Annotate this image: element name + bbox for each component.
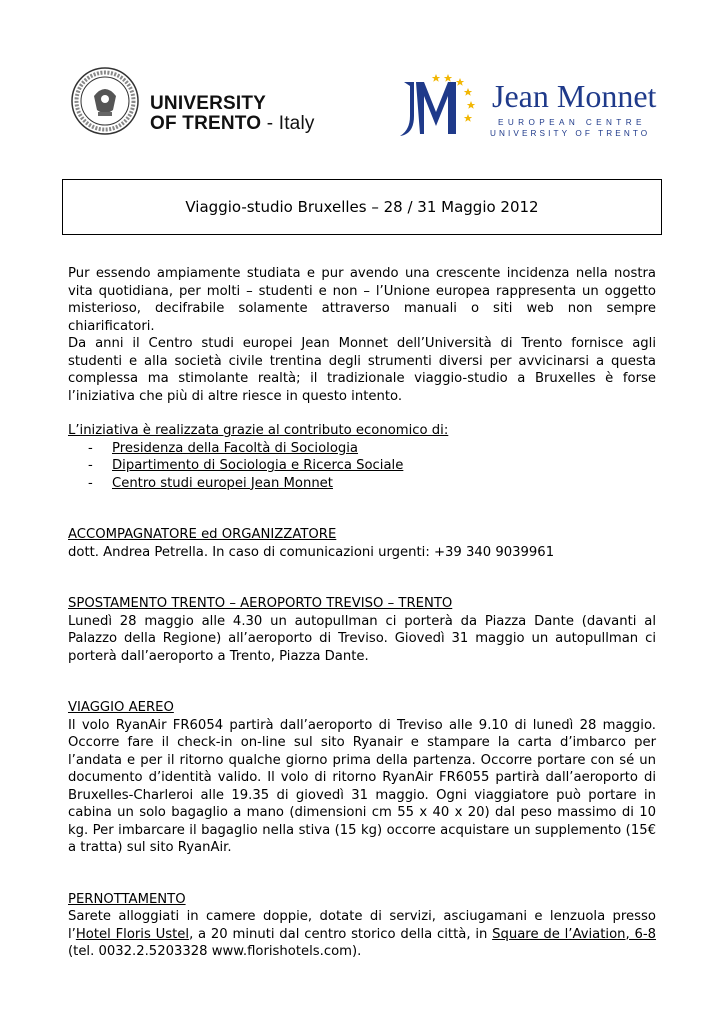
sponsors-heading: L’iniziativa è realizzata grazie al contributo economico di:: [68, 423, 449, 438]
bullet-dash: -: [88, 440, 93, 456]
sponsor-item: Dipartimento di Sociologia e Ricerca Sociale: [112, 458, 404, 473]
lodging-text-c: (tel. 0032.2.5203328 www.florishotels.com).: [68, 944, 362, 959]
title-box: [62, 179, 662, 235]
hotel-address: Square de l’Aviation, 6-8: [492, 926, 657, 942]
transfer-heading: SPOSTAMENTO TRENTO – AEROPORTO TREVISO – TRENTO: [68, 596, 453, 611]
sponsor-item: Centro studi europei Jean Monnet: [112, 475, 333, 491]
intro-paragraph-2: Da anni il Centro studi europei Jean Monnet dell’Università di Trento fornisce agli studenti e alla società civile trentina degli strumenti diversi per avvicinarsi a questa complessa ma stimolante realtà; il tradizionale viaggio-studio a Bruxelles è forse l’iniziativa che più di altre riesce in questo intento.: [68, 336, 656, 404]
intro-paragraph-1: Pur essendo ampiamente studiata e pur avendo una crescente incidenza nella nostra vita quotidiana, per molti – studenti e non – l’Unione europea rappresenta un oggetto misterioso, decifrabile solamente attraverso manuali o siti web non sempre chiarificatori.: [68, 266, 656, 334]
lodging-text: [68, 908, 656, 961]
jean-monnet-logo: [398, 70, 656, 142]
lodging-heading: PERNOTTAMENTO: [68, 891, 186, 907]
list-item: [68, 475, 656, 493]
document-title: Viaggio-studio Bruxelles – 28 / 31 Maggio 2012: [185, 198, 539, 216]
transfer-text: Lunedì 28 maggio alle 4.30 un autopullman ci porterà da Piazza Dante (davanti al Palazzo della Regione) all’aeroporto di Treviso. Giovedì 31 maggio un autopullman ci porterà dall’aeroporto a Trento, Piazza Dante.: [68, 613, 656, 664]
organizer-heading: ACCOMPAGNATORE ed ORGANIZZATORE: [68, 527, 337, 542]
list-item: [68, 457, 656, 475]
hotel-name: Hotel Floris Ustel: [75, 926, 190, 942]
document-body: [68, 265, 656, 961]
jm-subtitle-2: UNIVERSITY OF TRENTO: [490, 129, 651, 138]
university-country: - Italy: [266, 113, 315, 134]
list-item: [68, 440, 656, 458]
university-name-line1: UNIVERSITY: [150, 93, 267, 114]
university-name-line2: OF TRENTO: [150, 113, 262, 134]
bullet-dash: -: [88, 475, 93, 491]
flight-heading: VIAGGIO AEREO: [68, 700, 174, 715]
bullet-dash: -: [88, 458, 93, 473]
organizer-text: dott. Andrea Petrella. In caso di comunicazioni urgenti: +39 340 9039961: [68, 544, 555, 560]
university-name: [150, 94, 315, 134]
jm-emblem-icon: [398, 70, 490, 142]
lodging-text-a: Sarete alloggiati in camere doppie, dotate di servizi, asciugamani e lenzuola presso l’: [68, 909, 656, 942]
sponsors-list: [68, 440, 656, 493]
lodging-text-b: , a 20 minuti dal centro storico della città, in: [189, 926, 493, 942]
flight-text: Il volo RyanAir FR6054 partirà dall’aeroporto di Treviso alle 9.10 di lunedì 28 maggio. Occorre fare il check-in on-line sul sito Ryanair e stampare la carta d’imbarco per l’andata e per il ritorno qualche giorno prima della partenza. Occorre portare con sé un documento d’identità valido. Il volo di ritorno RyanAir FR6055 partirà dall’aeroporto di Bruxelles-Charleroi alle 19.35 di giovedì 31 maggio. Ogni viaggiatore può portare in cabina un solo bagaglio a mano (dimensioni cm 55 x 40 x 20) dal peso massimo di 10 kg. Per imbarcare il bagaglio nella stiva (15 kg) occorre acquistare un supplemento (15€ a tratta) sul sito RyanAir.: [68, 717, 656, 855]
jm-subtitle-1: EUROPEAN CENTRE: [498, 118, 646, 127]
sponsor-item: Presidenza della Facoltà di Sociologia: [112, 440, 359, 456]
university-seal-icon: [70, 66, 140, 136]
jm-title: Jean Monnet: [492, 78, 657, 114]
